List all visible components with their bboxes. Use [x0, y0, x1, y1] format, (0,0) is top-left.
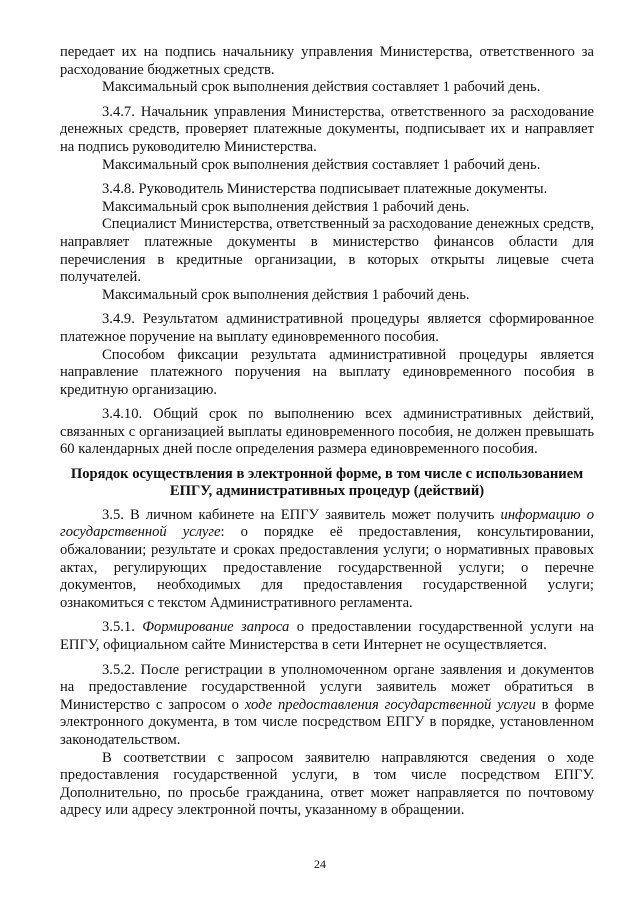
paragraph: передает их на подпись начальнику управления Министерства, ответственного за расходование бюджетных средств. — [60, 44, 594, 78]
paragraph: Специалист Министерства, ответственный за расходование денежных средств, направляет платежные документы в министерство финансов области для перечисления в кредитные организации, в которых открыты лицевые счета получателей. — [60, 216, 594, 286]
paragraph — [60, 662, 594, 750]
text-run: о предоставлении государственной услуги на ЕПГУ, официальном сайте Министерства в сети Интернет не осуществляется. — [60, 619, 594, 654]
italic-text: информацию о государственной услуге — [60, 506, 595, 541]
paragraph: 3.4.7. Начальник управления Министерства, ответственного за расходование денежных средств, проверяет платежные документы, подписывает их и направляет на подпись руководителю Министерства. — [60, 103, 594, 155]
text-run: 3.5.2. После регистрации в уполномоченном органе заявления и документов на предоставление государственной услуги заявитель может обратиться в Министерство с запросом о — [60, 661, 594, 713]
italic-text: Формирование запроса — [142, 619, 290, 636]
paragraph: Способом фиксации результата административной процедуры является направление платежного поручения на выплату единовременного пособия в кредитную организацию. — [60, 346, 594, 398]
paragraph: 3.4.10. Общий срок по выполнению всех административных действий, связанных с организацией выплаты единовременного пособия, не должен превышать 60 календарных дней после определения размера единовременного пособия. — [60, 406, 594, 458]
text-run: : о порядке её предоставления, консультировании, обжаловании; результате и сроках предоставления услуги; о нормативных правовых актах, регулирующих предоставление государственной услуги; о перечне документов, необходимых для предоставления государственной услуги; ознакомиться с текстом Административного регламента. — [60, 524, 594, 611]
paragraph: В соответствии с запросом заявителю направляются сведения о ходе предоставления государственной услуги, в том числе посредством ЕПГУ. Дополнительно, по просьбе гражданина, ответ может направляется по почтовому адресу или адресу электронной почты, указанному в обращении. — [60, 749, 594, 819]
paragraph: 3.4.9. Результатом административной процедуры является сформированное платежное поручение на выплату единовременного пособия. — [60, 311, 594, 345]
text-run: 3.5. В личном кабинете на ЕПГУ заявитель может получить — [102, 506, 501, 523]
paragraph — [60, 507, 594, 613]
text-run: в форме электронного документа, в том числе посредством ЕПГУ в порядке, установленном законодательством. — [60, 696, 595, 748]
paragraph: 3.4.8. Руководитель Министерства подписывает платежные документы. — [102, 181, 548, 198]
paragraph: Максимальный срок выполнения действия составляет 1 рабочий день. — [102, 79, 541, 96]
document-page — [60, 44, 594, 820]
paragraph: Максимальный срок выполнения действия 1 рабочий день. — [102, 286, 470, 303]
paragraph — [60, 619, 594, 654]
section-heading: Порядок осуществления в электронной форме, в том числе с использованием ЕПГУ, административных процедур (действий) — [70, 466, 584, 500]
text-run: 3.5.1. — [102, 619, 143, 636]
paragraph: Максимальный срок выполнения действия 1 рабочий день. — [102, 198, 470, 215]
page-number: 24 — [314, 857, 326, 871]
italic-text: ходе предоставления государственной услуги — [244, 696, 536, 713]
paragraph: Максимальный срок выполнения действия составляет 1 рабочий день. — [102, 156, 541, 173]
